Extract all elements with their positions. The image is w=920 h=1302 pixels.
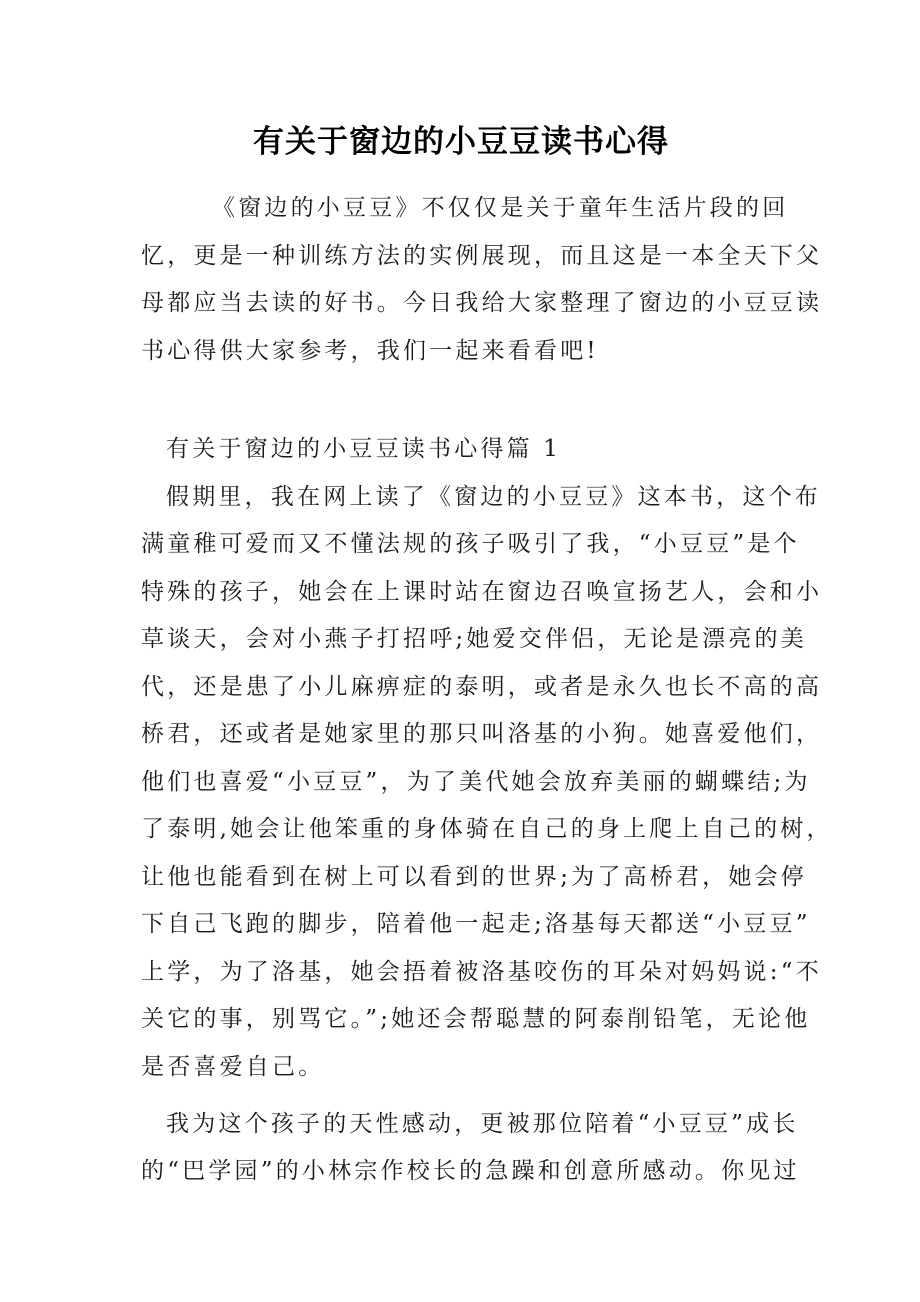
intro-line: 母都应当去读的好书。今日我给大家整理了窗边的小豆豆读 [141,290,823,316]
section-heading: 有关于窗边的小豆豆读书心得篇 1 [166,436,562,462]
intro-line: 《窗边的小豆豆》不仅仅是关于童年生活片段的回 [212,195,789,221]
document-title: 有关于窗边的小豆豆读书心得 [253,124,669,160]
paragraph-line: 的“巴学园”的小林宗作校长的急躁和创意所感动。你见过 [141,1158,800,1184]
paragraph-line: 假期里，我在网上读了《窗边的小豆豆》这本书，这个布 [166,484,821,510]
paragraph-line: 满童稚可爱而又不懂法规的孩子吸引了我，“小豆豆”是个 [141,531,800,557]
paragraph-line: 他们也喜爱“小豆豆”，为了美代她会放弃美丽的蝴蝶结;为 [141,769,811,795]
paragraph-line: 下自己飞跑的脚步，陪着他一起走;洛基每天都送“小豆豆” [141,911,811,937]
paragraph-line: 是否喜爱自己。 [141,1054,325,1080]
paragraph-line: 我为这个孩子的天性感动，更被那位陪着“小豆豆”成长 [166,1111,799,1137]
paragraph-line: 代，还是患了小儿麻痹症的泰明，或者是永久也长不高的高 [141,674,823,700]
paragraph-line: 特殊的孩子，她会在上课时站在窗边召唤宣扬艺人，会和小 [141,579,823,605]
intro-line: 忆，更是一种训练方法的实例展现，而且这是一本全天下父 [141,243,823,269]
paragraph-line: 了泰明,她会让他笨重的身体骑在自己的身上爬上自己的树， [141,816,833,842]
intro-line: 书心得供大家参考，我们一起来看看吧! [141,338,599,364]
paragraph-line: 关它的事，别骂它。”;她还会帮聪慧的阿泰削铅笔，无论他 [141,1006,811,1032]
paragraph-line: 草谈天，会对小燕子打招呼;她爱交伴侣，无论是漂亮的美 [141,626,807,652]
paragraph-line: 让他也能看到在树上可以看到的世界;为了高桥君，她会停 [141,864,807,890]
paragraph-line: 上学，为了洛基，她会捂着被洛基咬伤的耳朵对妈妈说:“不 [141,959,822,985]
paragraph-line: 桥君，还或者是她家里的那只叫洛基的小狗。她喜爱他们， [141,721,823,747]
